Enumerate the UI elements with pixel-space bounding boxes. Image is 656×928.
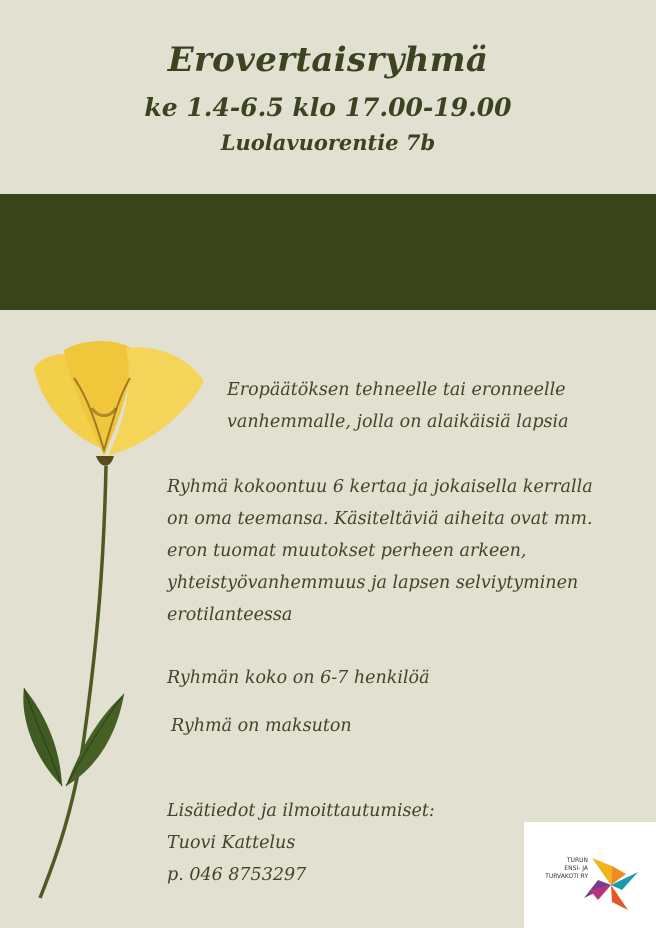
event-dates: ke 1.4-6.5 klo 17.00-19.00 bbox=[144, 93, 512, 122]
pinwheel-logo-icon bbox=[582, 856, 640, 914]
description-line: Ryhmä kokoontuu 6 kertaa ja jokaisella kerralla bbox=[167, 477, 593, 497]
contact-info bbox=[167, 795, 435, 891]
contact-person: Tuovi Kattelus bbox=[167, 833, 296, 853]
description-line: erotilanteessa bbox=[167, 605, 293, 625]
contact-heading: Lisätiedot ja ilmoittautumiset: bbox=[167, 801, 435, 821]
intro-line: vanhemmalle, jolla on alaikäisiä lapsia bbox=[227, 412, 569, 432]
description-line: eron tuomat muutokset perheen arkeen, bbox=[167, 541, 527, 561]
intro-text bbox=[227, 374, 647, 438]
logo-wordmark: TURUN ENSI- JA TURVAKOTI RY bbox=[545, 857, 588, 880]
decorative-band bbox=[0, 194, 656, 310]
poster-title: Erovertaisryhmä bbox=[167, 40, 489, 80]
description-line: yhteistyövanhemmuus ja lapsen selviytyminen bbox=[167, 573, 579, 593]
contact-phone: p. 046 8753297 bbox=[167, 865, 307, 885]
group-size-text: Ryhmän koko on 6-7 henkilöä bbox=[167, 668, 430, 688]
description-line: on oma teemansa. Käsiteltäviä aiheita ovat mm. bbox=[167, 509, 593, 529]
flower-stem bbox=[40, 466, 106, 898]
description-text bbox=[167, 471, 652, 631]
intro-line: Eropäätöksen tehneelle tai eronneelle bbox=[227, 380, 566, 400]
event-address: Luolavuorentie 7b bbox=[220, 130, 436, 155]
right-leaf bbox=[66, 694, 124, 786]
price-text: Ryhmä on maksuton bbox=[171, 716, 352, 736]
